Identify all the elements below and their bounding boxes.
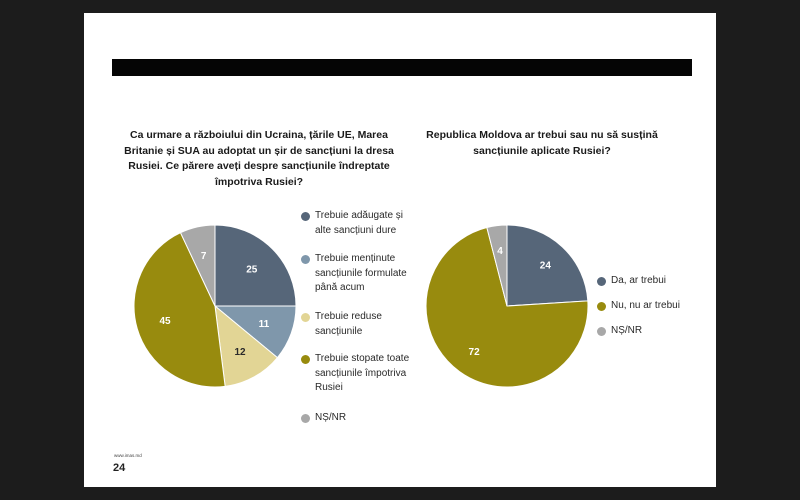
legend-label: Trebuie adăugate și alte sancțiuni dure: [315, 210, 404, 236]
legend-label: Nu, nu ar trebui: [611, 300, 680, 311]
legend-label: Trebuie menținute sancțiunile formulate până acum: [315, 253, 407, 293]
source-text: www.imas.md: [114, 453, 142, 458]
legend-item: [597, 274, 666, 289]
legend-item: [301, 411, 346, 426]
legend-label: Trebuie stopate toate sancțiunile împotriva Rusiei: [315, 353, 410, 393]
pie-chart-left: [134, 225, 300, 391]
legend-item: [301, 352, 413, 396]
legend-label: NȘ/NR: [315, 412, 347, 423]
legend-item: [301, 209, 413, 238]
slide: [84, 13, 716, 487]
slice-data-label: 7: [200, 250, 207, 262]
legend-item: [597, 324, 642, 339]
slice-data-label: 25: [246, 264, 258, 276]
legend-marker: [301, 414, 310, 423]
legend-label: Trebuie reduse sancțiunile: [315, 311, 382, 337]
legend-item: [301, 310, 413, 339]
page-number: 24: [113, 462, 126, 474]
legend-label: NȘ/NR: [611, 325, 643, 336]
slice-data-label: 72: [468, 346, 480, 358]
legend-marker: [597, 302, 606, 311]
legend-marker: [597, 327, 606, 336]
slice-data-label: 45: [159, 316, 171, 328]
chart-title-right: Republica Moldova ar trebui sau nu să susțină sancțiunile aplicate Rusiei?: [426, 129, 658, 157]
legend-item: [597, 299, 680, 314]
slice-data-label: 24: [539, 260, 551, 272]
legend-marker: [301, 255, 310, 264]
legend-label: Da, ar trebui: [611, 275, 667, 286]
legend-item: [301, 252, 413, 296]
legend-marker: [597, 277, 606, 286]
slice-data-label: 11: [258, 319, 270, 331]
slice-data-label: 4: [497, 245, 503, 257]
legend-marker: [301, 313, 310, 322]
chart-title-left: Ca urmare a războiului din Ucraina, țările UE, Marea Britanie și SUA au adoptat un șir de sancțiuni la dresa Rusiei. Ce părere aveți despre sancțiunile îndreptate împotriva Rusiei?: [124, 129, 394, 188]
pie-chart-right: [426, 225, 592, 391]
slice-data-label: 12: [234, 347, 246, 359]
legend-marker: [301, 212, 310, 221]
header-bar: [112, 59, 692, 76]
legend-marker: [301, 355, 310, 364]
